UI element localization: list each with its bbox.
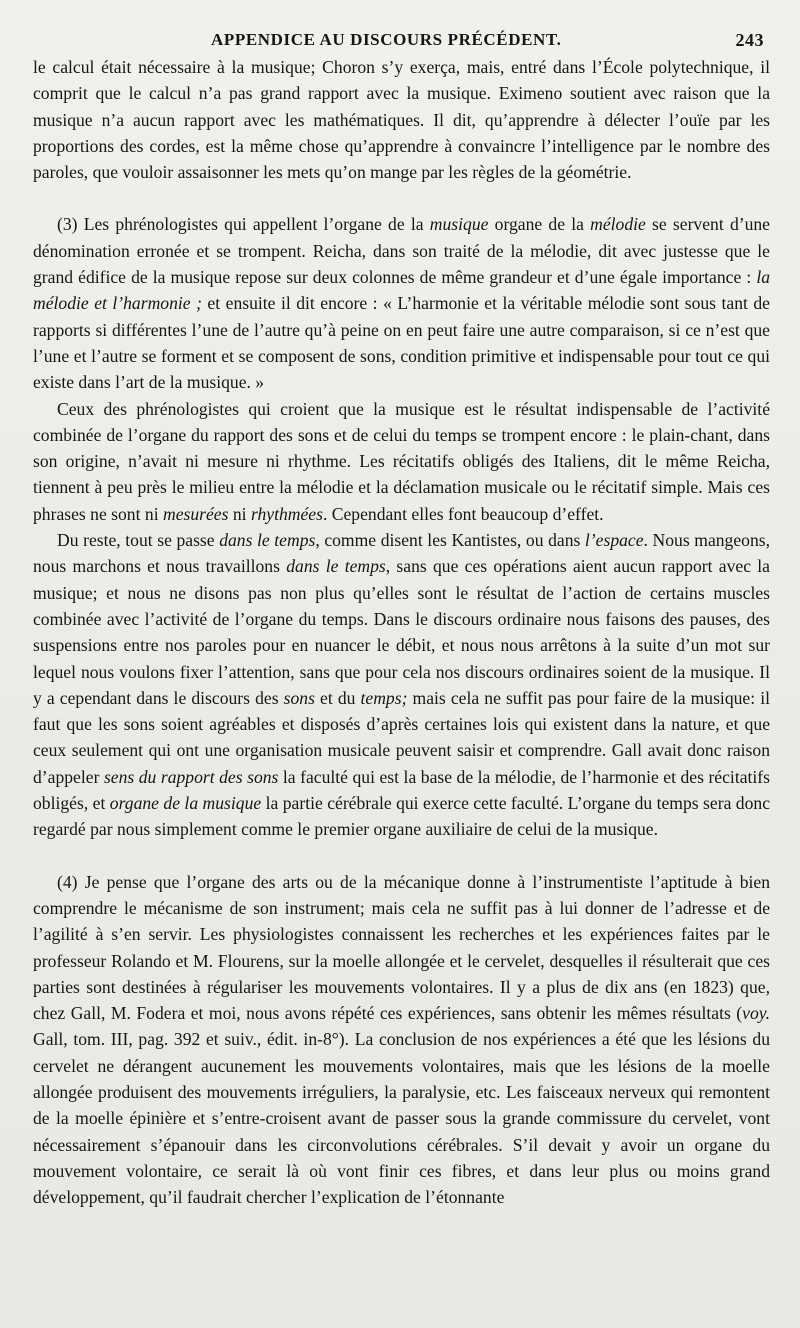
italic-run: sons <box>283 687 315 708</box>
text-run: (4) Je pense que l’organe des arts ou de la mécanique donne à l’instrumentiste l’aptitude à bien comprendre le mécanisme de son instrument; mais cela ne suffit pas à lui donner de l’adresse et de l’agilité à s’en servir. Les physiologistes connaissent les recherches et les expériences faites par le professeur Rolando et M. Flourens, sur la moelle allongée et le cervelet, desquelles il résulterait que ces parties sont destinées à régulariser les mouvements volontaires. Il y a plus de dix ans (en 1823) que, chez Gall, M. Fodera et moi, nous avons répété ces expériences, sans obtenir les mêmes résultats ( <box>33 871 770 1024</box>
text-run: la partie cérébrale qui exerce cette faculté. L’organe du temps sera donc regardé par nous simplement comme le premier organe auxiliaire de celui de la musique. <box>33 793 770 840</box>
paragraph-note-3-cont-1 <box>33 396 770 527</box>
text-run: la faculté qui est la base de la mélodie, de l’harmonie et des récitatifs obligés, et <box>33 766 770 814</box>
text-run: , comme disent les Kantistes, ou dans <box>315 530 585 551</box>
italic-run: dans le temps <box>286 556 386 577</box>
paragraph-1 <box>33 54 770 185</box>
running-head <box>33 26 770 54</box>
text-run: Gall, tom. III, pag. 392 et suiv., édit. in-8°). La conclusion de nos expériences a été que les lésions du cervelet ne dérangent aucunement les mouvements volontaires, mais que les lésions de la moelle allongée produisent des mouvements irréguliers, la paralysie, etc. Les faisceaux nerveux qui remontent de la moelle épinière et s’entre-croisent avant de passer sous la grande commissure du cervelet, vont nécessairement s’épanouir dans les circonvolutions cérébrales. S’il devait y avoir un organe du mouvement volontaire, ce serait là où vont finir ces fibres, et dans leur plus ou moins grand développement, qu’il faudrait chercher l’explication de l’étonnante <box>33 1029 770 1208</box>
italic-run: mélodie <box>590 214 646 235</box>
text-run: (3) Les phrénologistes qui appellent l’organe de la <box>57 214 430 235</box>
italic-run: mesurées <box>162 503 229 524</box>
body-text <box>33 54 770 1210</box>
italic-run: sens du rapport des sons <box>103 766 279 787</box>
text-run: . Nous mangeons, nous marchons et nous travaillons <box>33 530 770 577</box>
text-run: le calcul était nécessaire à la musique; Choron s’y exerça, mais, entré dans l’École polytechnique, il comprit que le calcul n’a pas grand rapport avec la musique. Eximeno soutient avec raison que la musique n’a aucun rapport avec les mathématiques. Il dit, qu’apprendre à délecter l’ouïe par les proportions des cordes, est la même chose qu’apprendre à convaincre l’intelligence par le nombre des paroles, que vouloir assaisonner les mets qu’on mange par les règles de la géométrie. <box>33 57 770 183</box>
italic-run: temps; <box>360 687 408 708</box>
text-run: organe de la <box>488 214 591 235</box>
italic-run: l’espace <box>584 530 644 551</box>
italic-run: rhythmées <box>250 503 323 524</box>
text-run: se servent d’une dénomination erronée et se trompent. Reicha, dans son traité de la mélodie, dit avec justesse que le grand édifice de la musique repose sur deux colonnes de même grandeur et d’une égale importance : <box>33 214 770 288</box>
page-number: 243 <box>735 30 764 50</box>
note-4 <box>33 869 770 1211</box>
paragraph-gap <box>33 185 770 211</box>
text-run: Ceux des phrénologistes qui croient que la musique est le résultat indispensable de l’activité combinée de l’organe du rapport des sons et de celui du temps se trompent encore : le plain-chant, dans son origine, n’avait ni mesure ni rhythme. Les récitatifs obligés des Italiens, dit le même Reicha, tiennent à peu près le milieu entre la mélodie et la déclamation musicale ou le récitatif simple. Mais ces phrases ne sont ni <box>33 398 770 524</box>
text-run: et ensuite il dit encore : « L’harmonie et la véritable mélodie sont sous tant de rapports si différentes l’une de l’autre qu’à peine on en peut faire une autre comparaison, si ce n’est que l’une et l’autre se forment et se composent de sons, condition primitive et indispensable pour tout ce qui existe dans l’art de la musique. » <box>33 293 770 393</box>
note-3 <box>33 211 770 395</box>
text-run: ni <box>228 503 251 524</box>
italic-run: dans le temps <box>219 530 316 551</box>
paragraph-note-3-cont-2 <box>33 527 770 843</box>
italic-run: organe de la musique <box>109 793 262 814</box>
text-run: . Cependant elles font beaucoup d’effet. <box>322 503 604 524</box>
paragraph-gap <box>33 843 770 869</box>
italic-run: voy. <box>742 1003 770 1024</box>
running-title: APPENDICE AU DISCOURS PRÉCÉDENT. <box>211 30 562 49</box>
italic-run: musique <box>429 214 489 235</box>
italic-run: la mélodie et l’harmonie ; <box>33 267 770 314</box>
text-run: mais cela ne suffit pas pour faire de la musique: il faut que les sons soient agréables et disposés d’après certaines lois qui existent dans la nature, et que ceux seulement qui ont une organisation musicale peuvent saisir et comprendre. Gall avait donc raison d’appeler <box>33 687 770 787</box>
text-run: et du <box>314 687 361 708</box>
text-run: , sans que ces opérations aient aucun rapport avec la musique; et nous ne disons pas non plus qu’elles sont le résultat de l’action de certains muscles combinée avec l’activité de l’organe du temps. Dans le discours ordinaire nous faisons des pauses, des suspensions entre nos paroles pour en nuancer le débit, et nous nous arrêtons à la suite d’un mot sur lequel nous voulons fixer l’attention, sans que pour cela nos discours ordinaires soient de la musique. Il y a cependant dans le discours des <box>33 556 770 708</box>
text-run: Du reste, tout se passe <box>57 530 220 551</box>
